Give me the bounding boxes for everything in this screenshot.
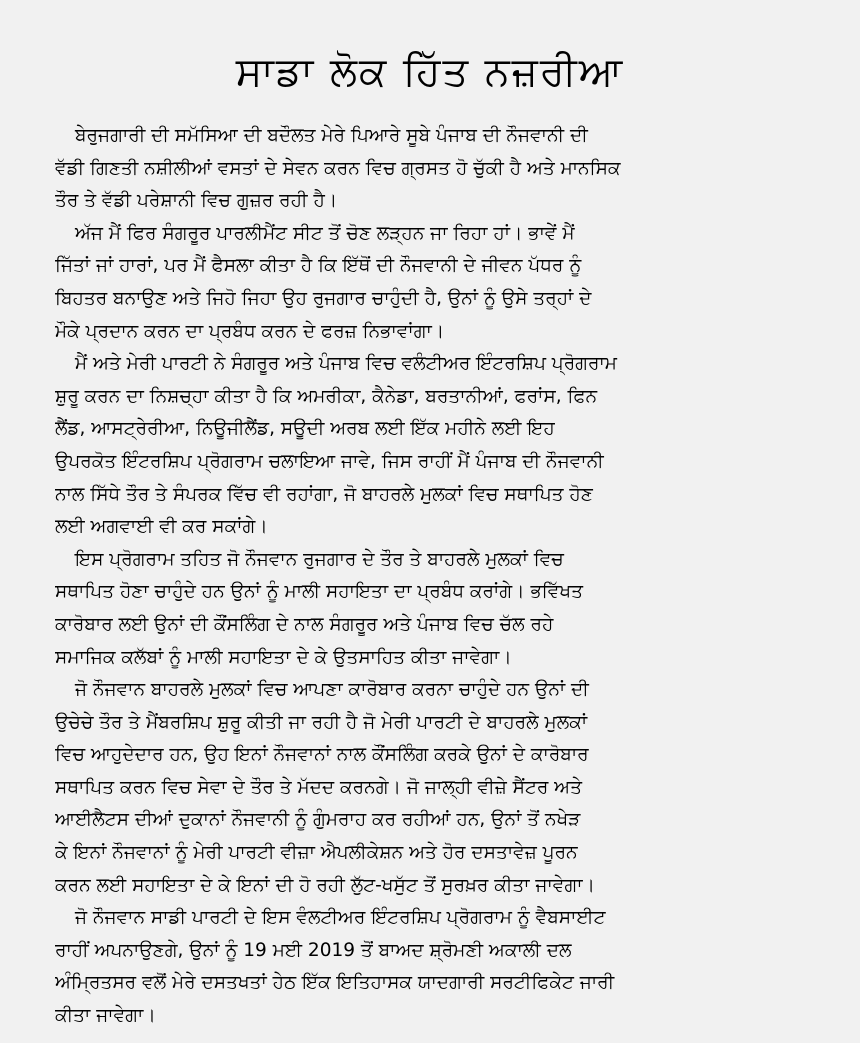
text-line: ਇਸ ਪ੍ਰੋਗਰਾਮ ਤਹਿਤ ਜੋ ਨੌਜਵਾਨ ਰੁਜਗਾਰ ਦੇ ਤੌਰ ਤੇ ਬਾਹਰਲੇ ਮੁਲਕਾਂ ਵਿਚ xyxy=(75,548,564,570)
text-line: ਤੌਰ ਤੇ ਵੱਡੀ ਪਰੇਸ਼ਾਨੀ ਵਿਚ ਗੁਜ਼ਰ ਰਹੀ ਹੈ। xyxy=(55,190,338,212)
text-line: ਜਿੱਤਾਂ ਜਾਂ ਹਾਰਾਂ, ਪਰ ਮੈਂ ਫੈਸਲਾ ਕੀਤਾ ਹੈ ਕਿ ਇੱਥੋਂ ਦੀ ਨੌਜਵਾਨੀ ਦੇ ਜੀਵਨ ਪੱਧਰ ਨੂੰ xyxy=(55,255,582,277)
text-line: ਬੇਰੁਜਗਾਰੀ ਦੀ ਸਮੱਸਿਆ ਦੀ ਬਦੌਲਤ ਮੇਰੇ ਪਿਆਰੇ ਸੂਬੇ ਪੰਜਾਬ ਦੀ ਨੌਜਵਾਨੀ ਦੀ xyxy=(75,125,588,146)
text-line: ਲੈਂਡ, ਆਸਟ੍ਰੇਰੀਆ, ਨਿਊਜੀਲੈਂਡ, ਸਊਦੀ ਅਰਬ ਲਈ ਇੱਕ ਮਹੀਨੇ ਲਈ ਇਹ xyxy=(55,418,555,440)
text-line: ਅੱਜ ਮੈਂ ਫਿਰ ਸੰਗਰੂਰ ਪਾਰਲੀਮੈਂਟ ਸੀਟ ਤੋਂ ਚੋਣ ਲੜ੍ਹਨ ਜਾ ਰਿਹਾ ਹਾਂ। ਭਾਵੇਂ ਮੈਂ xyxy=(75,222,575,244)
paragraph-2 xyxy=(55,218,810,348)
text-line: ਜੋ ਨੌਜਵਾਨ ਸਾਡੀ ਪਾਰਟੀ ਦੇ ਇਸ ਵੰਲਟੀਅਰ ਇੰਟਰਸ਼ਿਪ ਪ੍ਰੋਗਰਾਮ ਨੂੰ ਵੈਬਸਾਈਟ xyxy=(75,907,606,929)
text-line: ਅੰਮ੍ਰਿਤਸਰ ਵਲੋਂ ਮੇਰੇ ਦਸਤਖਤਾਂ ਹੇਠ ਇੱਕ ਇਤਿਹਾਸਕ ਯਾਦਗਾਰੀ ਸਰਟੀਫਿਕੇਟ ਜਾਰੀ xyxy=(55,972,615,994)
paragraph-4 xyxy=(55,544,810,674)
text-line: ਵਿਚ ਆਹੁਦੇਦਾਰ ਹਨ, ਉਹ ਇਨਾਂ ਨੌਜਵਾਨਾਂ ਨਾਲ ਕੌਂਸਲਿੰਗ ਕਰਕੇ ਉਨਾਂ ਦੇ ਕਾਰੋਬਾਰ xyxy=(55,744,589,766)
document-body xyxy=(55,120,810,1033)
text-line: ਸ਼ੁਰੂ ਕਰਨ ਦਾ ਨਿਸ਼ਚ੍ਹਾ ਕੀਤਾ ਹੈ ਕਿ ਅਮਰੀਕਾ, ਕੈਨੇਡਾ, ਬਰਤਾਨੀਆਂ, ਫਰਾਂਸ, ਫਿਨ xyxy=(55,385,598,407)
text-line: ਮੈਂ ਅਤੇ ਮੇਰੀ ਪਾਰਟੀ ਨੇ ਸੰਗਰੂਰ ਅਤੇ ਪੰਜਾਬ ਵਿਚ ਵਲੰਟੀਅਰ ਇੰਟਰਸ਼ਿਪ ਪ੍ਰੋਗਰਾਮ xyxy=(75,353,617,375)
text-line: ਮੌਕੇ ਪ੍ਰਦਾਨ ਕਰਨ ਦਾ ਪ੍ਰਬੰਧ ਕਰਨ ਦੇ ਫਰਜ਼ ਨਿਭਾਵਾਂਗਾ। xyxy=(55,320,445,342)
text-line: ਨਾਲ ਸਿੱਧੇ ਤੌਰ ਤੇ ਸੰਪਰਕ ਵਿੱਚ ਵੀ ਰਹਾਂਗਾ, ਜੋ ਬਾਹਰਲੇ ਮੁਲਕਾਂ ਵਿਚ ਸਥਾਪਿਤ ਹੋਣ xyxy=(55,483,593,505)
text-line: ਜੋ ਨੌਜਵਾਨ ਬਾਹਰਲੇ ਮੁਲਕਾਂ ਵਿਚ ਆਪਣਾ ਕਾਰੋਬਾਰ ਕਰਨਾ ਚਾਹੁੰਦੇ ਹਨ ਉਨਾਂ ਦੀ xyxy=(75,679,589,701)
text-line: ਸਥਾਪਿਤ ਹੋਣਾ ਚਾਹੁੰਦੇ ਹਨ ਉਨਾਂ ਨੂੰ ਮਾਲੀ ਸਹਾਇਤਾ ਦਾ ਪ੍ਰਬੰਧ ਕਰਾਂਗੇ। ਭਵਿੱਖਤ xyxy=(55,581,583,603)
text-line: ਕਰਨ ਲਈ ਸਹਾਇਤਾ ਦੇ ਕੇ ਇਨਾਂ ਦੀ ਹੋ ਰਹੀ ਲੁੱਟ-ਖਸੁੱਟ ਤੋਂ ਸੁਰਖ਼ਰ ਕੀਤਾ ਜਾਵੇਗਾ। xyxy=(55,874,595,896)
paragraph-3 xyxy=(55,348,810,544)
text-line: ਕੀਤਾ ਜਾਵੇਗਾ। xyxy=(55,1005,156,1027)
page-title: ਸਾਡਾ ਲੋਕ ਹਿੱਤ ਨਜ਼ਰੀਆ xyxy=(235,49,625,95)
paragraph-6 xyxy=(55,902,810,1032)
paragraph-5 xyxy=(55,674,810,902)
text-line: ਸਮਾਜਿਕ ਕਲੱਬਾਂ ਨੂੰ ਮਾਲੀ ਸਹਾਇਤਾ ਦੇ ਕੇ ਉਤਸਾਹਿਤ ਕੀਤਾ ਜਾਵੇਗਾ। xyxy=(55,646,512,668)
text-line: ਸਥਾਪਿਤ ਕਰਨ ਵਿਚ ਸੇਵਾ ਦੇ ਤੌਰ ਤੇ ਮੱਦਦ ਕਰਨਗੇ। ਜੋ ਜਾਲ੍ਹੀ ਵੀਜ਼ੇ ਸੈਂਟਰ ਅਤੇ xyxy=(55,776,582,798)
text-line: ਉਚੇਚੇ ਤੌਰ ਤੇ ਮੈਂਬਰਸ਼ਿਪ ਸ਼ੁਰੂ ਕੀਤੀ ਜਾ ਰਹੀ ਹੈ ਜੋ ਮੇਰੀ ਪਾਰਟੀ ਦੇ ਬਾਹਰਲੇ ਮੁਲਕਾਂ xyxy=(55,711,588,733)
text-line: ਕੇ ਇਨਾਂ ਨੌਜਵਾਨਾਂ ਨੂੰ ਮੇਰੀ ਪਾਰਟੀ ਵੀਜ਼ਾ ਐਪਲੀਕੇਸ਼ਨ ਅਤੇ ਹੋਰ ਦਸਤਾਵੇਜ਼ ਪੂਰਨ xyxy=(55,842,578,864)
text-line: ਵੱਡੀ ਗਿਣਤੀ ਨਸ਼ੀਲੀਆਂ ਵਸਤਾਂ ਦੇ ਸੇਵਨ ਕਰਨ ਵਿਚ ਗ੍ਰਸਤ ਹੋ ਚੁੱਕੀ ਹੈ ਅਤੇ ਮਾਨਸਿਕ xyxy=(55,157,621,179)
text-line: ਬਿਹਤਰ ਬਨਾਉਣ ਅਤੇ ਜਿਹੋ ਜਿਹਾ ਉਹ ਰੁਜਗਾਰ ਚਾਹੁੰਦੀ ਹੈ, ਉਨਾਂ ਨੂੰ ਉਸੇ ਤਰ੍ਹਾਂ ਦੇ xyxy=(55,287,592,309)
text-line: ਉਪਰਕੋਤ ਇੰਟਰਸ਼ਿਪ ਪ੍ਰੋਗਰਾਮ ਚਲਾਇਆ ਜਾਵੇ, ਜਿਸ ਰਾਹੀਂ ਮੈਂ ਪੰਜਾਬ ਦੀ ਨੌਜਵਾਨੀ xyxy=(55,450,604,472)
text-line: ਲਈ ਅਗਵਾਈ ਵੀ ਕਰ ਸਕਾਂਗੇ। xyxy=(55,516,268,538)
text-line: ਆਈਲੈਟਸ ਦੀਆਂ ਦੁਕਾਨਾਂ ਨੌਜਵਾਨੀ ਨੂੰ ਗੁੰਮਰਾਹ ਕਰ ਰਹੀਆਂ ਹਨ, ਉਨਾਂ ਤੋਂ ਨਖੇੜ xyxy=(55,809,581,831)
paragraph-1 xyxy=(55,120,810,218)
text-line: ਰਾਹੀਂ ਅਪਨਾਉਣਗੇ, ਉਨਾਂ ਨੂੰ 19 ਮਈ 2019 ਤੋਂ ਬਾਅਦ ਸ਼੍ਰੋਮਣੀ ਅਕਾਲੀ ਦਲ xyxy=(55,939,572,961)
text-line: ਕਾਰੋਬਾਰ ਲਈ ਉਨਾਂ ਦੀ ਕੌਂਸਲਿੰਗ ਦੇ ਨਾਲ ਸੰਗਰੂਰ ਅਤੇ ਪੰਜਾਬ ਵਿਚ ਚੱਲ ਰਹੇ xyxy=(55,613,554,635)
